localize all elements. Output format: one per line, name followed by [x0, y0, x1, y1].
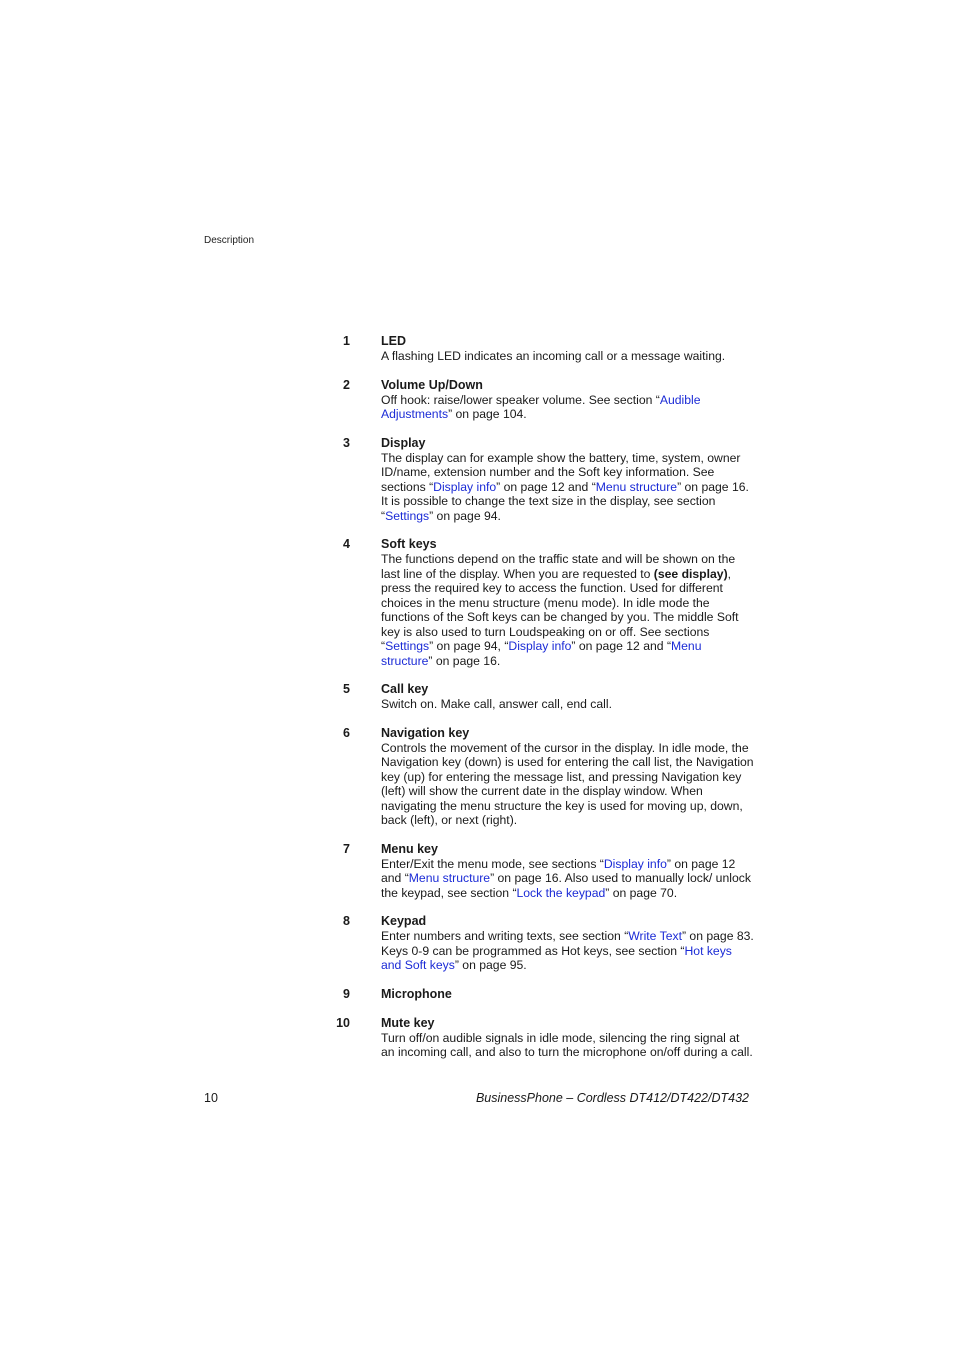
- item-number: 8: [343, 914, 350, 928]
- body-text: ” on page 12 and “: [496, 479, 596, 494]
- item-title: Keypad: [381, 914, 427, 928]
- item-number: 2: [343, 377, 350, 392]
- cross-reference-link[interactable]: Menu structure: [381, 639, 702, 668]
- list-item: [334, 334, 754, 364]
- body-text: ” on page 95.: [454, 958, 527, 972]
- item-title: Navigation key: [381, 725, 470, 740]
- cross-reference-link[interactable]: Display info: [603, 856, 667, 871]
- body-text: ” on page 94.: [429, 508, 501, 523]
- item-number: 9: [343, 986, 350, 1001]
- item-title: Microphone: [381, 986, 452, 1001]
- item-title: Soft keys: [381, 537, 437, 551]
- item-description: [381, 393, 754, 422]
- cross-reference-link[interactable]: Write Text: [628, 929, 682, 943]
- cross-reference-link[interactable]: Menu structure: [595, 479, 678, 494]
- cross-reference-link[interactable]: Display info: [508, 639, 572, 653]
- item-title: LED: [381, 334, 406, 348]
- item-number: 6: [343, 725, 350, 740]
- cross-reference-link[interactable]: Lock the keypad: [516, 885, 606, 900]
- item-number: 3: [343, 435, 350, 450]
- cross-reference-link[interactable]: Hot keys and Soft keys: [381, 943, 732, 972]
- body-text: Enter numbers and writing texts, see section “: [381, 929, 629, 943]
- body-text: Enter/Exit the menu mode, see sections “: [381, 856, 604, 871]
- item-description: [381, 1031, 754, 1060]
- item-description: [381, 552, 754, 668]
- list-item: [334, 726, 754, 828]
- body-text: ” on page 12 and “: [381, 856, 736, 885]
- item-number: 10: [336, 1015, 350, 1030]
- body-text: Off hook: raise/lower speaker volume. See section “: [381, 392, 660, 407]
- list-item: [334, 1016, 754, 1060]
- cross-reference-link[interactable]: Menu structure: [408, 871, 491, 885]
- body-text: Turn off/on audible signals in idle mode, silencing the ring signal at an incoming call, and also to turn the microphone on/off during a call.: [381, 1030, 753, 1059]
- body-text: ” on page 104.: [448, 407, 527, 421]
- item-description: [381, 857, 754, 901]
- body-text: The display can for example show the battery, time, system, owner ID/name, extension number and the Soft key information. See sections “: [381, 450, 741, 494]
- list-item: [334, 987, 754, 1002]
- item-number: 5: [343, 682, 350, 696]
- item-number: 4: [343, 537, 350, 551]
- body-text: ” on page 16. It is possible to change the text size in the display, see section “: [381, 479, 749, 523]
- body-text: , press the required key to access the function. Used for different choices in the menu structure (menu mode). In idle mode the functions of the Soft keys can be changed by you. The middle Soft key is also used to turn Loudspeaking on or off. See sections “: [381, 566, 739, 653]
- document-title: BusinessPhone – Cordless DT412/DT422/DT432: [475, 1091, 749, 1105]
- body-text: The functions depend on the traffic state and will be shown on the last line of the display. When you are requested to: [381, 552, 736, 581]
- item-description: [381, 929, 754, 973]
- cross-reference-link[interactable]: Display info: [433, 479, 497, 494]
- emphasis-text: (see display): [653, 566, 728, 581]
- body-text: ” on page 16. Also used to manually lock/ unlock the keypad, see section “: [381, 871, 751, 900]
- body-text: Switch on. Make call, answer call, end call.: [381, 697, 612, 711]
- running-header: Description: [204, 235, 255, 246]
- body-text: Controls the movement of the cursor in the display. In idle mode, the Navigation key (down) is used for entering the call list, the Navigation key (up) for entering the message list, and pressing Navigation key (left) will show the current date in the display window. When navigating the menu structure the key is used for moving up, down, back (left), or next (right).: [381, 740, 754, 827]
- body-text: A flashing LED indicates an incoming call or a message waiting.: [381, 349, 726, 363]
- list-item: [334, 436, 754, 524]
- list-item: [334, 537, 754, 668]
- list-item: [334, 378, 754, 422]
- cross-reference-link[interactable]: Audible Adjustments: [381, 392, 701, 421]
- body-text: ” on page 16.: [428, 653, 501, 668]
- item-list: [334, 334, 754, 1074]
- item-description: [381, 741, 754, 828]
- item-title: Volume Up/Down: [381, 377, 483, 392]
- item-number: 7: [343, 841, 350, 856]
- item-description: [381, 349, 754, 364]
- cross-reference-link[interactable]: Settings: [385, 508, 430, 523]
- item-title: Call key: [381, 682, 429, 696]
- body-text: ” on page 12 and “: [571, 639, 671, 653]
- list-item: [334, 682, 754, 712]
- page-number: 10: [204, 1091, 218, 1105]
- item-description: [381, 697, 754, 712]
- body-text: ” on page 83. Keys 0-9 can be programmed as Hot keys, see section “: [381, 929, 754, 958]
- list-item: [334, 842, 754, 901]
- item-title: Menu key: [381, 841, 438, 856]
- body-text: ” on page 94, “: [429, 639, 509, 653]
- body-text: ” on page 70.: [605, 885, 678, 900]
- cross-reference-link[interactable]: Settings: [385, 639, 430, 653]
- item-description: [381, 451, 754, 524]
- item-title: Display: [381, 435, 426, 450]
- item-title: Mute key: [381, 1015, 435, 1030]
- list-item: [334, 914, 754, 973]
- item-number: 1: [343, 334, 350, 348]
